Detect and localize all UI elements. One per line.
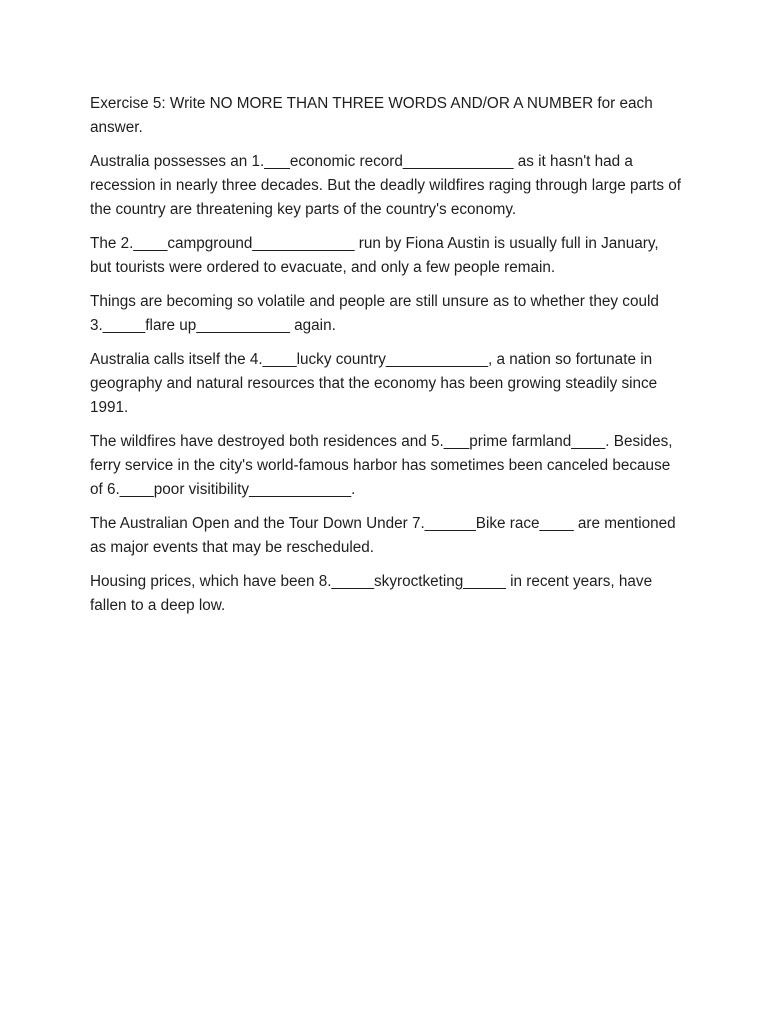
exercise-instruction: Exercise 5: Write NO MORE THAN THREE WORDS AND/OR A NUMBER for each answer.: [90, 95, 653, 136]
question-2-paragraph: The 2.____campground____________ run by Fiona Austin is usually full in January, but tourists were ordered to evacuate, and only a few people remain.: [90, 235, 659, 276]
question-1-paragraph: Australia possesses an 1.___economic record_____________ as it hasn't had a recession in nearly three decades. But the deadly wildfires raging through large parts of the country are threatening key parts of the country's economy.: [90, 153, 681, 218]
question-5-6-paragraph: The wildfires have destroyed both residences and 5.___prime farmland____. Besides, ferry service in the city's world-famous harbor has sometimes been canceled because of 6.____poor visitibility____________.: [90, 433, 673, 498]
question-3-paragraph: Things are becoming so volatile and people are still unsure as to whether they could 3._____flare up___________ again.: [90, 293, 659, 334]
question-4-paragraph: Australia calls itself the 4.____lucky country____________, a nation so fortunate in geography and natural resources that the economy has been growing steadily since 1991.: [90, 351, 658, 416]
exercise-body: [90, 92, 682, 628]
question-8-paragraph: Housing prices, which have been 8._____skyroctketing_____ in recent years, have fallen to a deep low.: [90, 573, 653, 614]
question-7-paragraph: The Australian Open and the Tour Down Under 7.______Bike race____ are mentioned as major events that may be rescheduled.: [90, 515, 676, 556]
